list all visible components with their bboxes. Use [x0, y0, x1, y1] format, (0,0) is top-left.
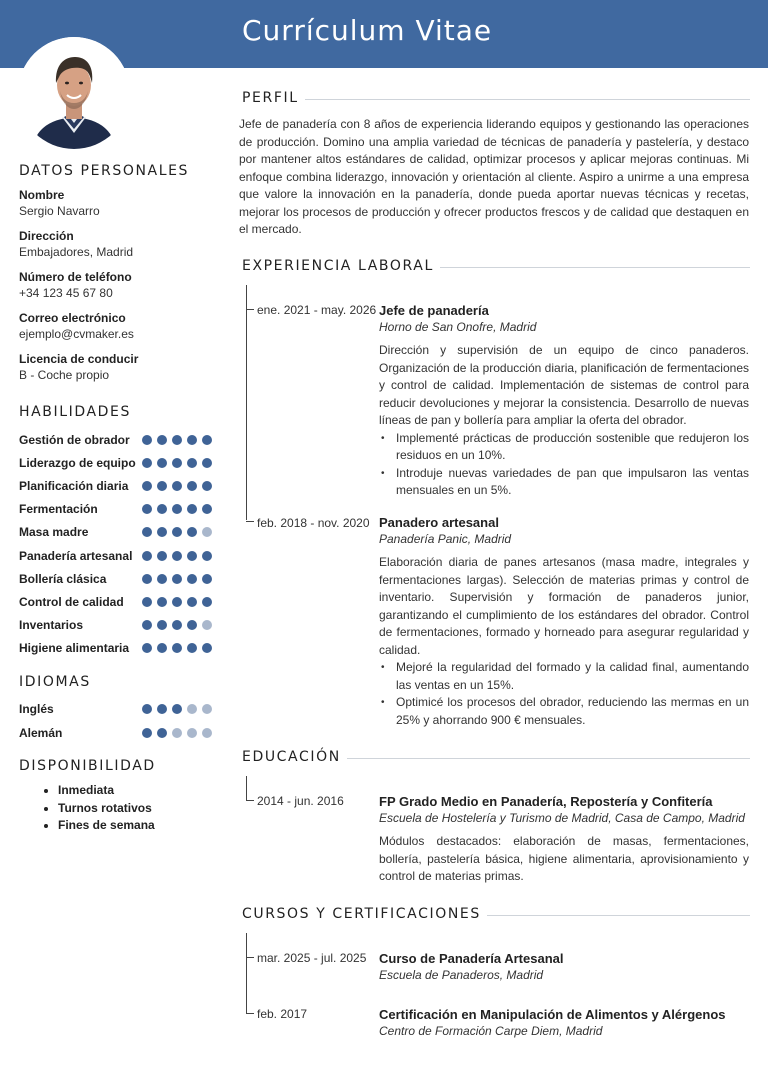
timeline-line	[246, 285, 247, 520]
rating-row	[19, 474, 214, 497]
rating-dots	[142, 435, 214, 445]
rating-dot-filled	[202, 643, 212, 653]
rating-dots	[142, 481, 214, 491]
rating-dot-filled	[142, 704, 152, 714]
languages-list	[19, 698, 214, 744]
personal-value: Sergio Navarro	[19, 204, 100, 218]
course-entry	[379, 1006, 749, 1040]
list-item: • Mejoré la regularidad del formado y la calidad final, aumentando las ventas en un 15%.	[379, 659, 749, 694]
rating-dot-filled	[172, 527, 182, 537]
personal-label: Correo electrónico	[19, 311, 126, 325]
entry-title: Panadero artesanal	[379, 515, 499, 530]
rating-dots	[142, 527, 214, 537]
profile-text: Jefe de panadería con 8 años de experiencia liderando equipos y gestionando las operaciones de producción. Domino una amplia variedad de técnicas de panadería y pastelería, y destaco por mantener altos estándares de calidad, optimizar procesos y aplicar mejoras continuas. Mi enfoque combina liderazgo, innovación y orientación al cliente. Aspiro a unirme a una empresa que valore la innovación en la panadería, donde pueda aportar nuevas técnicas y recetas, mejorar los procesos de producción y ofrecer productos frescos y de calidad que destaquen en el mercado.	[239, 117, 749, 236]
rating-dot-filled	[187, 643, 197, 653]
section-divider	[347, 758, 750, 759]
rating-row	[19, 698, 214, 721]
rating-dots	[142, 728, 214, 738]
list-item: Inmediata	[44, 782, 214, 800]
entry-bullets	[379, 430, 749, 500]
rating-dot-filled	[157, 527, 167, 537]
rating-dot-filled	[157, 551, 167, 561]
personal-label: Nombre	[19, 188, 65, 202]
rating-dot-filled	[187, 551, 197, 561]
rating-row	[19, 544, 214, 567]
rating-label: Bollería clásica	[19, 571, 107, 586]
experience-section-header	[242, 257, 750, 275]
rating-dot-filled	[172, 504, 182, 514]
rating-row	[19, 590, 214, 613]
entry-date: feb. 2018 - nov. 2020	[257, 516, 370, 530]
rating-dots	[142, 704, 214, 714]
rating-dot-filled	[172, 574, 182, 584]
rating-label: Inglés	[19, 702, 54, 717]
rating-dots	[142, 574, 214, 584]
rating-dots	[142, 504, 214, 514]
skills-list	[19, 428, 214, 660]
personal-details	[19, 187, 214, 384]
rating-dot-empty	[202, 527, 212, 537]
personal-item	[19, 351, 214, 384]
timeline-tick	[246, 309, 254, 310]
rating-dot-filled	[142, 620, 152, 630]
personal-value: B - Coche propio	[19, 368, 110, 382]
entry-title: Curso de Panadería Artesanal	[379, 951, 564, 966]
section-title: EXPERIENCIA LABORAL	[242, 258, 434, 274]
rating-dot-empty	[202, 620, 212, 630]
rating-dot-filled	[202, 435, 212, 445]
rating-label: Gestión de obrador	[19, 432, 130, 447]
section-divider	[440, 267, 750, 268]
entry-date: mar. 2025 - jul. 2025	[257, 951, 367, 965]
rating-row	[19, 567, 214, 590]
timeline-tick	[246, 521, 254, 522]
rating-dots	[142, 620, 214, 630]
rating-label: Control de calidad	[19, 594, 124, 609]
entry-subtitle: Panadería Panic, Madrid	[379, 532, 512, 546]
section-title: PERFIL	[242, 90, 299, 106]
list-item: Fines de semana	[44, 817, 214, 835]
rating-dot-filled	[142, 504, 152, 514]
rating-dot-filled	[157, 704, 167, 714]
personal-value: ejemplo@cvmaker.es	[19, 327, 134, 341]
rating-dots	[142, 551, 214, 561]
entry-date: ene. 2021 - may. 2026	[257, 303, 377, 317]
rating-dot-filled	[187, 597, 197, 607]
rating-dot-filled	[157, 643, 167, 653]
timeline-tick	[246, 800, 254, 801]
list-item: • Optimicé los procesos del obrador, reduciendo las mermas en un 25% y ahorrando 900 € mensuales.	[379, 694, 749, 729]
rating-dot-filled	[157, 481, 167, 491]
rating-dot-filled	[142, 458, 152, 468]
personal-item	[19, 310, 214, 343]
education-entry	[379, 793, 749, 886]
rating-label: Inventarios	[19, 618, 84, 633]
entry-date: feb. 2017	[257, 1007, 308, 1021]
rating-dot-filled	[157, 728, 167, 738]
rating-label: Panadería artesanal	[19, 548, 133, 563]
rating-dots	[142, 643, 214, 653]
rating-dot-filled	[202, 504, 212, 514]
rating-dot-filled	[172, 643, 182, 653]
entry-description: Módulos destacados: elaboración de masas, fermentaciones, bollería, pastelería básica, higiene alimentaria, aprovisionamiento y control de materias primas.	[379, 834, 749, 883]
personal-item	[19, 228, 214, 261]
page-title: Currículum Vitae	[242, 14, 493, 47]
entry-title: Certificación en Manipulación de Alimentos y Alérgenos	[379, 1007, 726, 1022]
rating-dot-empty	[187, 728, 197, 738]
profile-photo	[18, 37, 130, 149]
entry-description: Elaboración diaria de panes artesanos (masa madre, integrales y fermentaciones largas). Selección de materias primas y control de inventario. Supervisión y formación de panaderos junior, garantizando el cumplimiento de los estándares del obrador. Control de fermentaciones, formado y horneado para asegurar regularidad y calidad.	[379, 555, 749, 657]
rating-dot-filled	[172, 620, 182, 630]
entry-title: FP Grado Medio en Panadería, Repostería y Confitería	[379, 794, 713, 809]
rating-row	[19, 721, 214, 744]
rating-dot-filled	[172, 551, 182, 561]
section-divider	[487, 915, 750, 916]
rating-dot-filled	[172, 435, 182, 445]
rating-dot-filled	[172, 597, 182, 607]
entry-subtitle: Escuela de Hostelería y Turismo de Madrid, Casa de Campo, Madrid	[379, 811, 745, 825]
rating-dot-filled	[172, 481, 182, 491]
section-divider	[305, 99, 750, 100]
rating-dot-filled	[202, 574, 212, 584]
personal-value: +34 123 45 67 80	[19, 286, 113, 300]
rating-dot-filled	[187, 458, 197, 468]
rating-dot-filled	[157, 458, 167, 468]
languages-heading: IDIOMAS	[19, 673, 91, 690]
rating-dot-filled	[202, 551, 212, 561]
rating-dot-filled	[157, 597, 167, 607]
rating-dot-filled	[187, 527, 197, 537]
entry-description: Dirección y supervisión de un equipo de cinco panaderos. Organización de la producción diaria, planificación de fermentaciones y control de calidad. Implementación de sistemas de control para reducir devoluciones y mejorar la consistencia. Desarrollo de nuevas líneas de pan y bollería para ampliar la oferta del obrador.	[379, 343, 749, 427]
rating-dot-filled	[187, 620, 197, 630]
profile-section-header	[242, 89, 750, 107]
rating-dot-filled	[142, 597, 152, 607]
experience-entry	[379, 302, 749, 500]
rating-row	[19, 637, 214, 660]
timeline-tick	[246, 1013, 254, 1014]
personal-label: Dirección	[19, 229, 74, 243]
rating-label: Liderazgo de equipo	[19, 455, 136, 470]
rating-dot-filled	[142, 527, 152, 537]
section-title: CURSOS Y CERTIFICACIONES	[242, 906, 481, 922]
personal-heading: DATOS PERSONALES	[19, 163, 190, 179]
rating-dot-empty	[202, 728, 212, 738]
rating-label: Alemán	[19, 725, 63, 740]
rating-dot-filled	[157, 620, 167, 630]
entry-subtitle: Centro de Formación Carpe Diem, Madrid	[379, 1024, 603, 1038]
availability-list	[19, 782, 214, 835]
rating-row	[19, 428, 214, 451]
rating-dots	[142, 597, 214, 607]
rating-dot-filled	[157, 574, 167, 584]
rating-dot-filled	[187, 435, 197, 445]
rating-dot-filled	[172, 458, 182, 468]
rating-dot-filled	[172, 704, 182, 714]
rating-dot-filled	[187, 504, 197, 514]
skills-heading: HABILIDADES	[19, 404, 131, 420]
section-title: EDUCACIÓN	[242, 749, 341, 765]
personal-item	[19, 187, 214, 220]
course-entry	[379, 950, 749, 984]
personal-item	[19, 269, 214, 302]
rating-label: Fermentación	[19, 502, 98, 517]
list-item: Turnos rotativos	[44, 800, 214, 818]
rating-dot-empty	[187, 704, 197, 714]
availability-heading: DISPONIBILIDAD	[19, 758, 156, 775]
rating-row	[19, 498, 214, 521]
rating-dots	[142, 458, 214, 468]
timeline-line	[246, 933, 247, 1013]
rating-label: Masa madre	[19, 525, 89, 540]
rating-row	[19, 614, 214, 637]
rating-dot-filled	[142, 481, 152, 491]
rating-dot-filled	[142, 551, 152, 561]
courses-section-header	[242, 905, 750, 923]
education-section-header	[242, 748, 750, 766]
personal-label: Licencia de conducir	[19, 352, 139, 366]
personal-label: Número de teléfono	[19, 270, 132, 284]
rating-label: Planificación diaria	[19, 478, 129, 493]
timeline-line	[246, 776, 247, 800]
rating-dot-filled	[187, 574, 197, 584]
rating-dot-filled	[202, 481, 212, 491]
rating-dot-filled	[142, 435, 152, 445]
entry-title: Jefe de panadería	[379, 303, 489, 318]
list-item: • Implementé prácticas de producción sostenible que redujeron los residuos en un 10%.	[379, 430, 749, 465]
rating-dot-filled	[157, 504, 167, 514]
list-item: • Introduje nuevas variedades de pan que impulsaron las ventas mensuales en un 5%.	[379, 465, 749, 500]
rating-dot-empty	[172, 728, 182, 738]
sidebar	[19, 163, 214, 835]
rating-dot-empty	[202, 704, 212, 714]
rating-row	[19, 451, 214, 474]
rating-dot-filled	[142, 643, 152, 653]
personal-value: Embajadores, Madrid	[19, 245, 134, 259]
rating-dot-filled	[142, 728, 152, 738]
entry-subtitle: Escuela de Panaderos, Madrid	[379, 968, 544, 982]
rating-label: Higiene alimentaria	[19, 641, 130, 656]
timeline-tick	[246, 957, 254, 958]
rating-dot-filled	[142, 574, 152, 584]
entry-date: 2014 - jun. 2016	[257, 794, 344, 808]
rating-row	[19, 521, 214, 544]
rating-dot-filled	[157, 435, 167, 445]
rating-dot-filled	[202, 597, 212, 607]
entry-subtitle: Horno de San Onofre, Madrid	[379, 320, 537, 334]
rating-dot-filled	[202, 458, 212, 468]
experience-entry	[379, 514, 749, 729]
entry-bullets	[379, 659, 749, 729]
rating-dot-filled	[187, 481, 197, 491]
